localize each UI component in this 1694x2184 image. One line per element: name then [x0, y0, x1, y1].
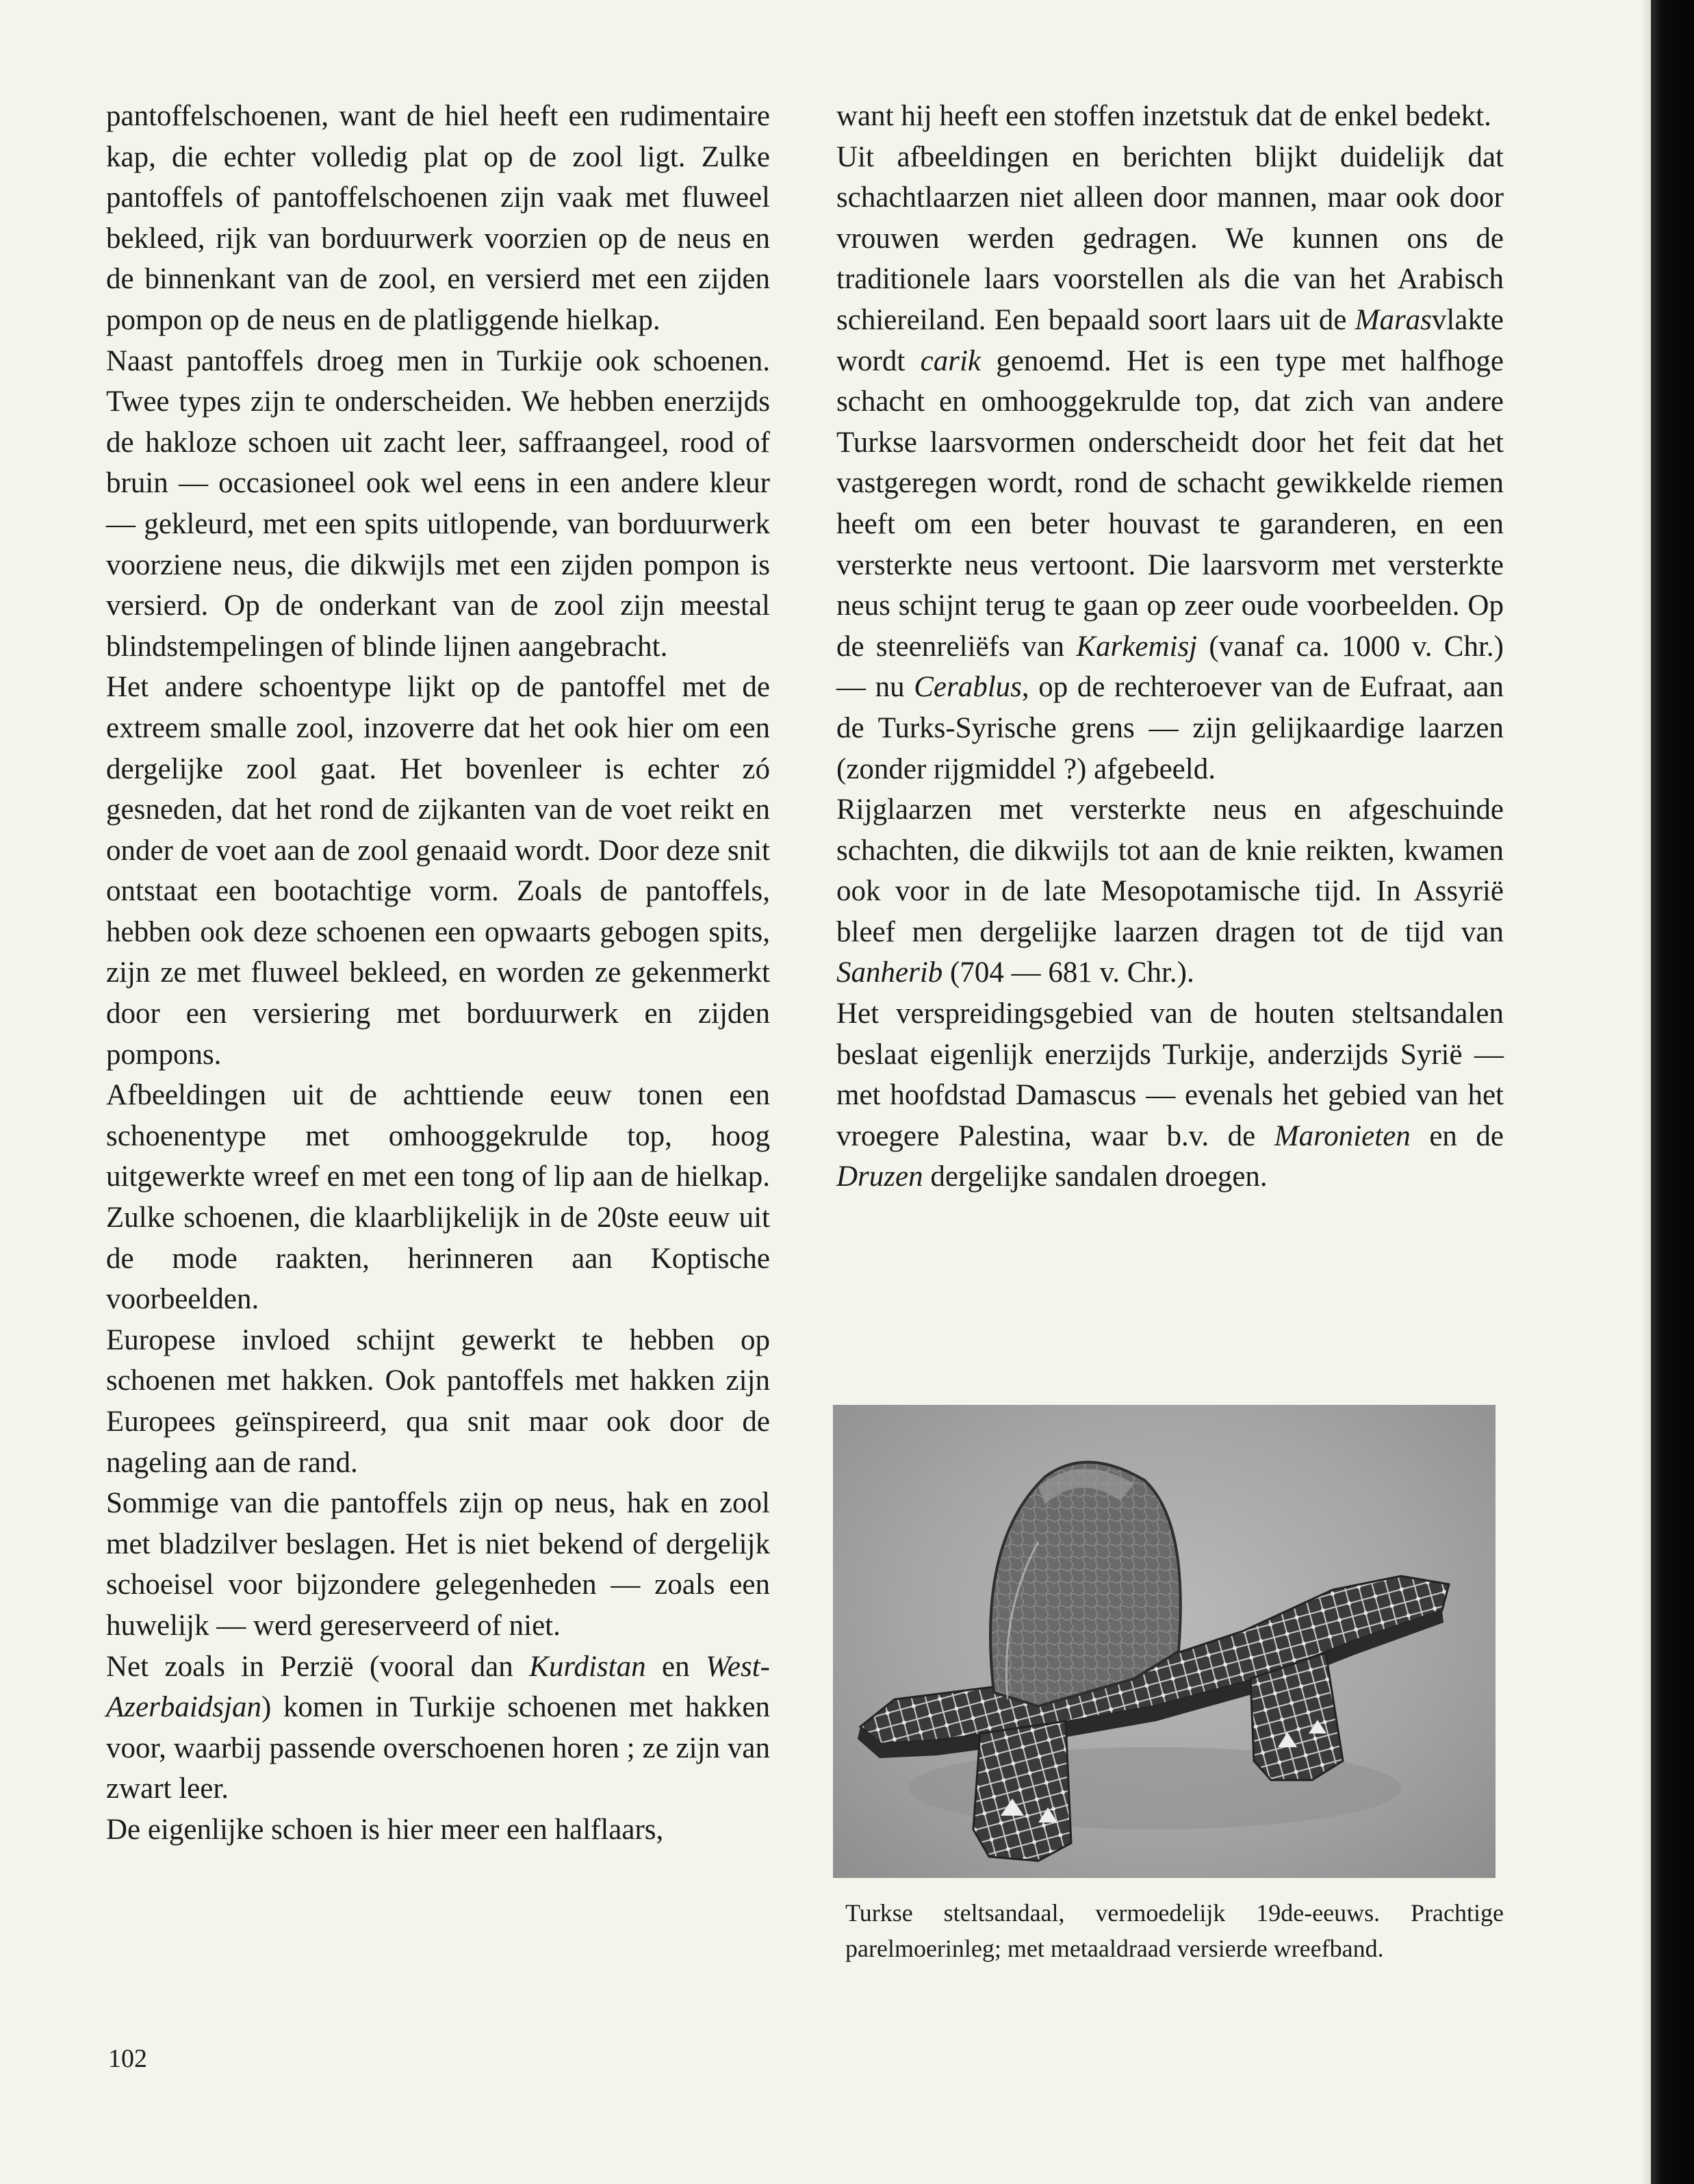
paragraph	[836, 789, 1504, 993]
text-run: genoemd. Het is een type met halfhoge schacht en omhooggekrulde top, dat zich van andere Turkse laarsvormen onderscheidt door het feit dat het vastgeregen wordt, rond de schacht gewikkelde riemen heeft om een beter houvast te garanderen, en een versterkte neus vertoont. Die laarsvorm met versterkte neus schijnt terug te gaan op zeer oude voorbeelden. Op de steenreliëfs van	[836, 344, 1504, 663]
text-run: (vanaf ca. 1000 v. Chr.) — nu	[836, 630, 1504, 704]
italic-term: Druzen	[836, 1160, 923, 1193]
paragraph	[106, 1810, 770, 1851]
italic-term: Maronieten	[1274, 1119, 1411, 1152]
text-run: Sommige van die pantoffels zijn op neus, hak en zool met bladzilver beslagen. Het is niet bekend of dergelijk schoeisel voor bijzondere gelegenheden — zoals een huwelijk — werd gereserveerd of niet.	[106, 1487, 770, 1642]
italic-term: Kurdistan	[529, 1650, 646, 1683]
text-run: Het verspreidingsgebied van de houten steltsandalen beslaat eigenlijk enerzijds Turkije, anderzijds Syrië — met hoofdstad Damascus — evenals het gebied van het vroegere Palestina, waar b.v. de	[836, 998, 1504, 1152]
text-run: Naast pantoffels droeg men in Turkije ook schoenen. Twee types zijn te onderscheiden. We hebben enerzijds de hakloze schoen uit zacht leer, saffraangeel, rood of bruin — occasioneel ook wel eens in een andere kleur — gekleurd, met een spits uitlopende, van borduurwerk voorziene neus, die dikwijls met een zijden pompon is versierd. Op de onderkant van de zool zijn meestal blindstempelingen of blinde lijnen aangebracht.	[106, 344, 770, 663]
text-run: Rijglaarzen met versterkte neus en afgeschuinde schachten, die dikwijls tot aan de knie reikten, kwamen ook voor in de late Mesopotamische tijd. In Assyrië bleef men dergelijke laarzen dragen tot de tijd van	[836, 793, 1504, 948]
italic-term: Sanherib	[836, 956, 943, 989]
stilt-sandal-illustration	[833, 1405, 1496, 1878]
text-run: en	[645, 1650, 706, 1683]
italic-term: West-Azerbaidsjan	[106, 1650, 770, 1724]
paragraph	[106, 1320, 770, 1483]
paragraph	[106, 1647, 770, 1810]
text-run: pantoffelschoenen, want de hiel heeft een rudimentaire kap, die echter volledig plat op de zool ligt. Zulke pantoffels of pantoffelschoenen zijn vaak met fluweel bekleed, rijk van borduurwerk voorzien op de neus en de binnenkant van de zool, en versierd met een zijden pompon op de neus en de platliggende hielkap.	[106, 100, 770, 336]
text-run: Afbeeldingen uit de achttiende eeuw tonen een schoenentype met omhooggekrulde top, hoog uitgewerkte wreef en met een tong of lip aan de hielkap. Zulke schoenen, die klaarblijkelijk in de 20ste eeuw uit de mode raakten, herinneren aan Koptische voorbeelden.	[106, 1079, 770, 1316]
text-run: Het andere schoentype lijkt op de pantoffel met de extreem smalle zool, inzoverre dat het ook hier om een dergelijke zool gaat. Het bovenleer is echter zó gesneden, dat het rond de zijkanten van de voet reikt en onder de voet aan de zool genaaid wordt. Door deze snit ontstaat een bootachtige vorm. Zoals de pantoffels, hebben ook deze schoenen een opwaarts gebogen spits, zijn ze met fluweel bekleed, en worden ze gekenmerkt door een versiering met borduurwerk en zijden pompons.	[106, 671, 770, 1071]
text-run: (704 — 681 v. Chr.).	[942, 956, 1194, 989]
italic-term: Cerablus	[914, 671, 1022, 704]
text-run: Uit afbeeldingen en berichten blijkt duidelijk dat schachtlaarzen niet alleen door mannen, maar ook door vrouwen werden gedragen. We kunnen ons de traditionele laars voorstellen als die van het Arabisch schiereiland. Een bepaald soort laars uit de	[836, 140, 1504, 336]
text-run: De eigenlijke schoen is hier meer een halflaars,	[106, 1813, 664, 1846]
text-run: Net zoals in Perzië (vooral dan	[106, 1650, 530, 1683]
text-run: en de	[1410, 1119, 1504, 1152]
text-run: dergelijke sandalen droegen.	[923, 1160, 1268, 1193]
paragraph	[106, 1483, 770, 1646]
text-run: , op de rechteroever van de Eufraat, aan de Turks-Syrische grens — zijn gelijkaardige laarzen (zonder rijgmiddel ?) afgebeeld.	[836, 671, 1504, 785]
stilt-sandal-photo	[833, 1405, 1496, 1878]
paragraph	[106, 96, 770, 341]
text-run: want hij heeft een stoffen inzetstuk dat de enkel bedekt.	[836, 100, 1491, 132]
figure-caption	[845, 1895, 1504, 1966]
italic-term: Maras	[1355, 303, 1432, 336]
paragraph	[836, 137, 1504, 790]
right-text-column	[836, 96, 1504, 1197]
paragraph	[836, 96, 1504, 137]
text-run: ) komen in Turkije schoenen met hakken voor, waarbij passende overschoenen horen ; ze zijn van zwart leer.	[106, 1691, 770, 1805]
page-number: 102	[108, 2044, 147, 2073]
paragraph	[106, 667, 770, 1075]
text-run: vlakte wordt	[836, 303, 1504, 377]
binding-edge	[1651, 0, 1694, 2184]
left-text-column	[106, 96, 770, 1851]
figure-caption-text: Turkse steltsandaal, vermoedelijk 19de-eeuws. Prachtige parelmoerinleg; met metaaldraad versierde wreefband.	[845, 1899, 1504, 1962]
text-run: Europese invloed schijnt gewerkt te hebben op schoenen met hakken. Ook pantoffels met hakken zijn Europees geïnspireerd, qua snit maar ook door de nageling aan de rand.	[106, 1323, 770, 1479]
paragraph	[836, 993, 1504, 1197]
italic-term: Karkemisj	[1076, 630, 1198, 663]
paragraph	[106, 341, 770, 668]
paragraph	[106, 1075, 770, 1320]
italic-term: carik	[920, 344, 981, 377]
